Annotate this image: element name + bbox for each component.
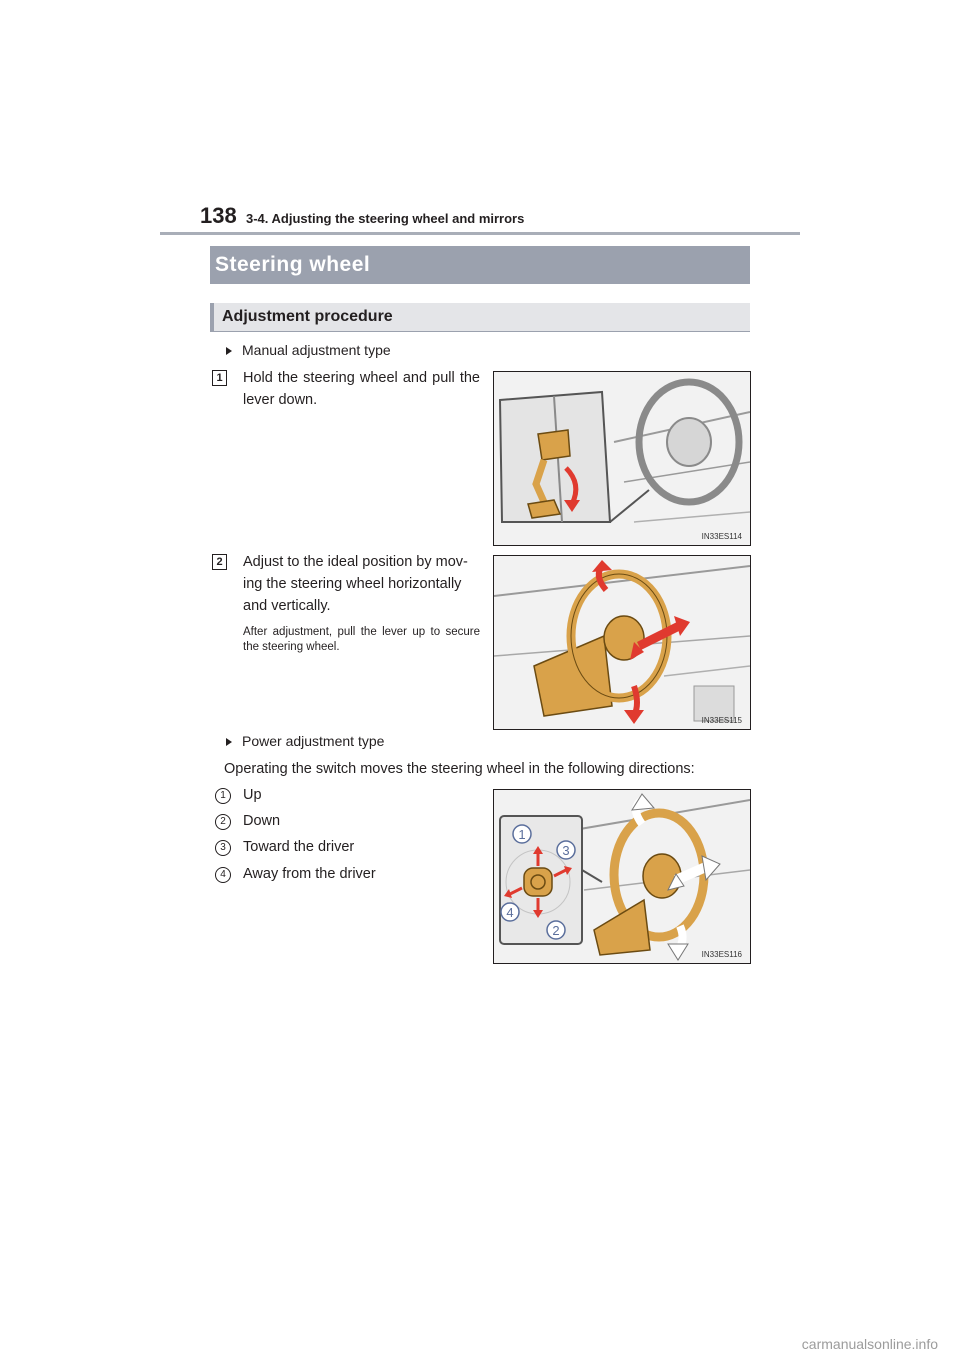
power-type-bullet	[226, 733, 384, 749]
direction-1-label: Up	[243, 787, 262, 803]
direction-2-number: 2	[215, 814, 231, 830]
manual-type-label: Manual adjustment type	[242, 342, 391, 358]
step-1-text: Hold the steering wheel and pull the lever down.	[243, 370, 480, 408]
callout-1: 1	[518, 827, 526, 842]
watermark: carmanualsonline.info	[801, 1336, 938, 1352]
power-type-label: Power adjustment type	[242, 733, 385, 749]
step-2-note: After adjustment, pull the lever up to secure the steering wheel.	[243, 626, 480, 653]
header-rule	[160, 232, 800, 235]
lever-illustration	[494, 372, 750, 545]
bullet-triangle-icon	[226, 738, 232, 746]
step-1-number: 1	[212, 370, 227, 386]
direction-3-number: 3	[215, 840, 231, 856]
section-title: Steering wheel	[210, 246, 750, 284]
step-2-text	[243, 551, 480, 617]
callout-4: 4	[506, 905, 514, 920]
manual-type-bullet	[226, 342, 391, 358]
wheel-position-illustration	[494, 556, 750, 729]
direction-3-label: Toward the driver	[243, 839, 355, 855]
callout-3: 3	[562, 843, 570, 858]
direction-4-label: Away from the driver	[243, 866, 376, 882]
step-2-line-1: Adjust to the ideal position by mov-	[243, 554, 468, 570]
figure-3-code: IN33ES116	[701, 950, 742, 959]
step-2-line-2: ing the steering wheel horizontally	[243, 576, 462, 592]
subsection-title: Adjustment procedure	[210, 303, 750, 331]
direction-1-number: 1	[215, 788, 231, 804]
figure-2-code: IN33ES115	[701, 716, 742, 725]
callout-2: 2	[552, 923, 560, 938]
bullet-triangle-icon	[226, 347, 232, 355]
figure-wheel-position	[493, 555, 751, 730]
figure-1-code: IN33ES114	[701, 532, 742, 541]
power-intro-text: Operating the switch moves the steering wheel in the following directions:	[224, 761, 695, 777]
power-switch-illustration	[494, 790, 750, 963]
step-2-number: 2	[212, 554, 227, 570]
direction-2-label: Down	[243, 813, 281, 829]
subsection-rule	[210, 331, 750, 332]
figure-power-switch	[493, 789, 751, 964]
direction-4-number: 4	[215, 867, 231, 883]
chapter-title: 3-4. Adjusting the steering wheel and mirrors	[246, 211, 525, 226]
page-number: 138	[200, 203, 237, 228]
figure-lever-down	[493, 371, 751, 546]
step-2-line-3: and vertically.	[243, 598, 331, 614]
